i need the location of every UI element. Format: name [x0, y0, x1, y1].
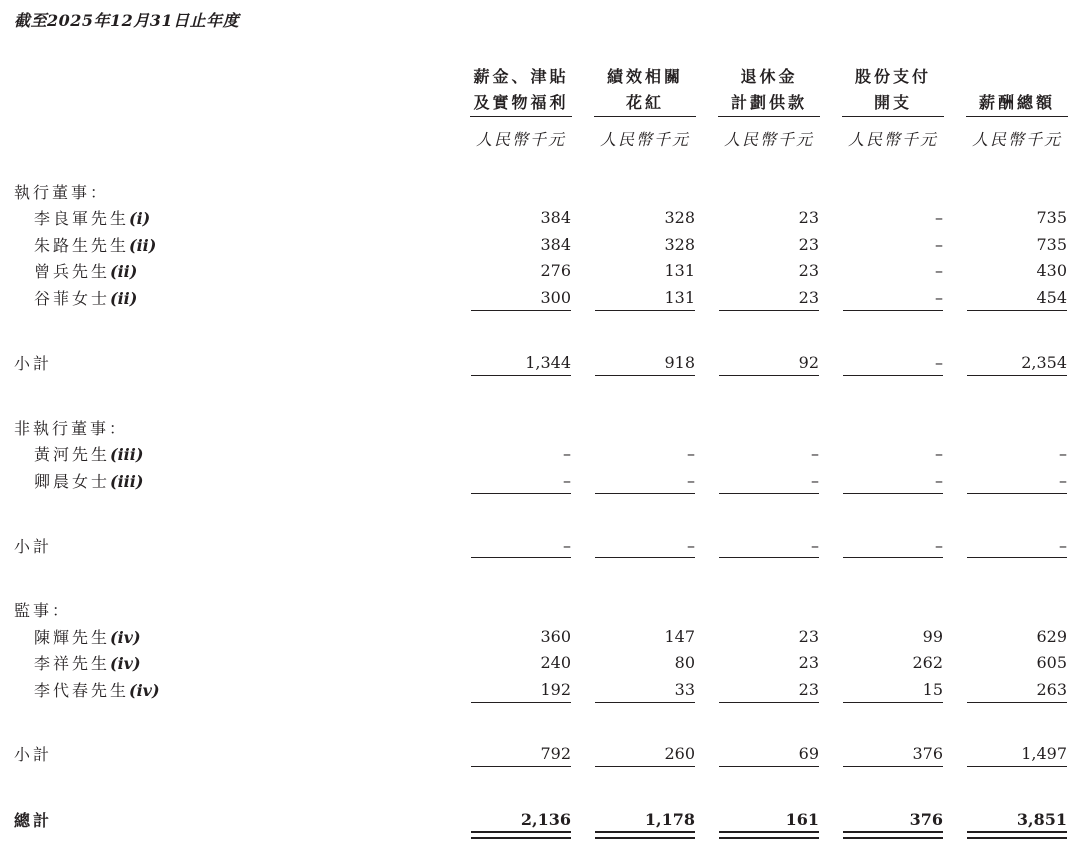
column-rule [595, 493, 695, 494]
row-note: (iv) [129, 681, 160, 700]
row-note: (i) [129, 209, 151, 228]
column-header-line: 績效相關 [606, 67, 683, 86]
cell: 605 [1036, 653, 1067, 672]
row-note: (ii) [110, 262, 138, 281]
subtotal-cell: – [687, 536, 695, 555]
cell: 384 [540, 208, 571, 227]
table-row-label [34, 651, 141, 674]
cell: 80 [674, 653, 695, 672]
cell: 328 [664, 208, 695, 227]
subtotal-cell: 1,344 [525, 353, 571, 372]
column-header-line: 薪金、津貼 [473, 67, 569, 86]
cell: 735 [1036, 208, 1067, 227]
grand-total-cell: 376 [909, 810, 943, 829]
cell: 384 [540, 235, 571, 254]
row-note: (ii) [110, 289, 138, 308]
column-rule [595, 375, 695, 376]
subtotal-cell: 2,354 [1021, 353, 1067, 372]
column-rule [719, 766, 819, 767]
subtotal-cell: – [563, 536, 571, 555]
cell: – [563, 444, 571, 463]
column-unit: 人民幣千元 [475, 130, 566, 149]
column-header-line: 退休金 [740, 67, 798, 86]
cell: 147 [664, 627, 695, 646]
column-rule [967, 493, 1067, 494]
table-row-label [34, 233, 156, 256]
cell: 15 [922, 680, 943, 699]
row-note: (iii) [110, 472, 144, 491]
cell: – [935, 444, 943, 463]
column-header-salaries [470, 62, 572, 117]
subtotal-cell: – [935, 536, 943, 555]
cell: 262 [912, 653, 943, 672]
subtotal-label: 小計 [14, 537, 53, 556]
column-rule [719, 702, 819, 703]
cell: – [811, 444, 819, 463]
cell: 629 [1036, 627, 1067, 646]
subtotal-label: 小計 [14, 745, 53, 764]
subtotal-cell: 376 [912, 744, 943, 763]
table-row-label [34, 469, 143, 492]
subtotal-cell: 69 [798, 744, 819, 763]
column-rule [595, 766, 695, 767]
cell: 23 [798, 208, 819, 227]
column-header-line: 及實物福利 [473, 93, 569, 112]
subtotal-cell: 792 [540, 744, 571, 763]
cell: 276 [540, 261, 571, 280]
row-name: 曾兵先生 [34, 262, 111, 281]
row-name: 谷菲女士 [34, 289, 111, 308]
column-header-total [966, 62, 1068, 117]
column-header-line: 股份支付 [854, 67, 931, 86]
cell: – [935, 208, 943, 227]
cell: 23 [798, 235, 819, 254]
row-note: (iv) [110, 628, 141, 647]
cell: 192 [540, 680, 571, 699]
column-header-line: 花紅 [625, 93, 664, 112]
table-row-label [34, 259, 137, 282]
grand-total-cell: 1,178 [644, 810, 695, 829]
subtotal-cell: – [1059, 536, 1067, 555]
column-rule [843, 310, 943, 311]
column-rule [471, 557, 571, 558]
row-note: (ii) [129, 236, 157, 255]
section-heading-non-executive-directors: 非執行董事： [14, 419, 129, 438]
column-rule [967, 766, 1067, 767]
subtotal-cell: – [811, 536, 819, 555]
double-rule [843, 831, 943, 839]
grand-total-label: 總計 [14, 811, 53, 830]
column-unit: 人民幣千元 [599, 130, 690, 149]
cell: 99 [922, 627, 943, 646]
column-rule [595, 310, 695, 311]
table-row-label [34, 442, 143, 465]
column-header-line: 開支 [873, 93, 912, 112]
page-title: 截至2025年12月31日止年度 [14, 11, 240, 30]
column-rule [719, 557, 819, 558]
row-name: 黃河先生 [34, 445, 111, 464]
cell: 33 [674, 680, 695, 699]
row-name: 李祥先生 [34, 654, 111, 673]
column-rule [843, 493, 943, 494]
column-rule [471, 493, 571, 494]
column-header-line: 計劃供款 [730, 93, 807, 112]
column-rule [967, 702, 1067, 703]
column-rule [471, 375, 571, 376]
column-rule [595, 557, 695, 558]
cell: 23 [798, 680, 819, 699]
cell: – [687, 444, 695, 463]
double-rule [471, 831, 571, 839]
column-unit: 人民幣千元 [971, 130, 1062, 149]
cell: 23 [798, 288, 819, 307]
column-rule [471, 310, 571, 311]
double-rule [595, 831, 695, 839]
subtotal-label: 小計 [14, 354, 53, 373]
section-heading-executive-directors: 執行董事： [14, 183, 110, 202]
row-name: 李良軍先生 [34, 209, 130, 228]
cell: – [935, 261, 943, 280]
column-rule [719, 375, 819, 376]
column-rule [471, 766, 571, 767]
column-header-pension [718, 62, 820, 117]
cell: 454 [1036, 288, 1067, 307]
cell: 240 [540, 653, 571, 672]
grand-total-cell: 161 [785, 810, 819, 829]
cell: 131 [664, 261, 695, 280]
table-row-label [34, 678, 160, 701]
subtotal-cell: 918 [664, 353, 695, 372]
cell: – [1059, 471, 1067, 490]
cell: 360 [540, 627, 571, 646]
column-rule [967, 310, 1067, 311]
row-name: 陳輝先生 [34, 628, 111, 647]
row-name: 李代春先生 [34, 681, 130, 700]
cell: 23 [798, 261, 819, 280]
cell: 263 [1036, 680, 1067, 699]
table-row-label [34, 286, 137, 309]
column-unit: 人民幣千元 [723, 130, 814, 149]
cell: 131 [664, 288, 695, 307]
column-rule [967, 375, 1067, 376]
cell: – [811, 471, 819, 490]
cell: – [1059, 444, 1067, 463]
table-row-label [34, 206, 150, 229]
subtotal-cell: 92 [798, 353, 819, 372]
cell: – [563, 471, 571, 490]
double-rule [967, 831, 1067, 839]
column-header-bonus [594, 62, 696, 117]
cell: – [935, 288, 943, 307]
column-rule [719, 493, 819, 494]
cell: 328 [664, 235, 695, 254]
row-note: (iv) [110, 654, 141, 673]
grand-total-cell: 3,851 [1016, 810, 1067, 829]
row-name: 朱路生先生 [34, 236, 130, 255]
column-rule [595, 702, 695, 703]
row-name: 卿晨女士 [34, 472, 111, 491]
column-rule [843, 375, 943, 376]
column-header-share-payment [842, 62, 944, 117]
column-header-line: 薪酬總額 [978, 93, 1055, 112]
cell: – [935, 235, 943, 254]
section-heading-supervisors: 監事： [14, 601, 72, 620]
cell: – [935, 471, 943, 490]
grand-total-cell: 2,136 [520, 810, 571, 829]
cell: – [687, 471, 695, 490]
cell: 23 [798, 627, 819, 646]
column-rule [843, 766, 943, 767]
cell: 430 [1036, 261, 1067, 280]
column-rule [471, 702, 571, 703]
cell: 300 [540, 288, 571, 307]
cell: 23 [798, 653, 819, 672]
column-rule [967, 557, 1067, 558]
subtotal-cell: 1,497 [1021, 744, 1067, 763]
column-rule [843, 557, 943, 558]
column-rule [843, 702, 943, 703]
subtotal-cell: 260 [664, 744, 695, 763]
row-note: (iii) [110, 445, 144, 464]
column-rule [719, 310, 819, 311]
cell: 735 [1036, 235, 1067, 254]
column-unit: 人民幣千元 [847, 130, 938, 149]
table-row-label [34, 625, 141, 648]
double-rule [719, 831, 819, 839]
subtotal-cell: – [935, 353, 943, 372]
